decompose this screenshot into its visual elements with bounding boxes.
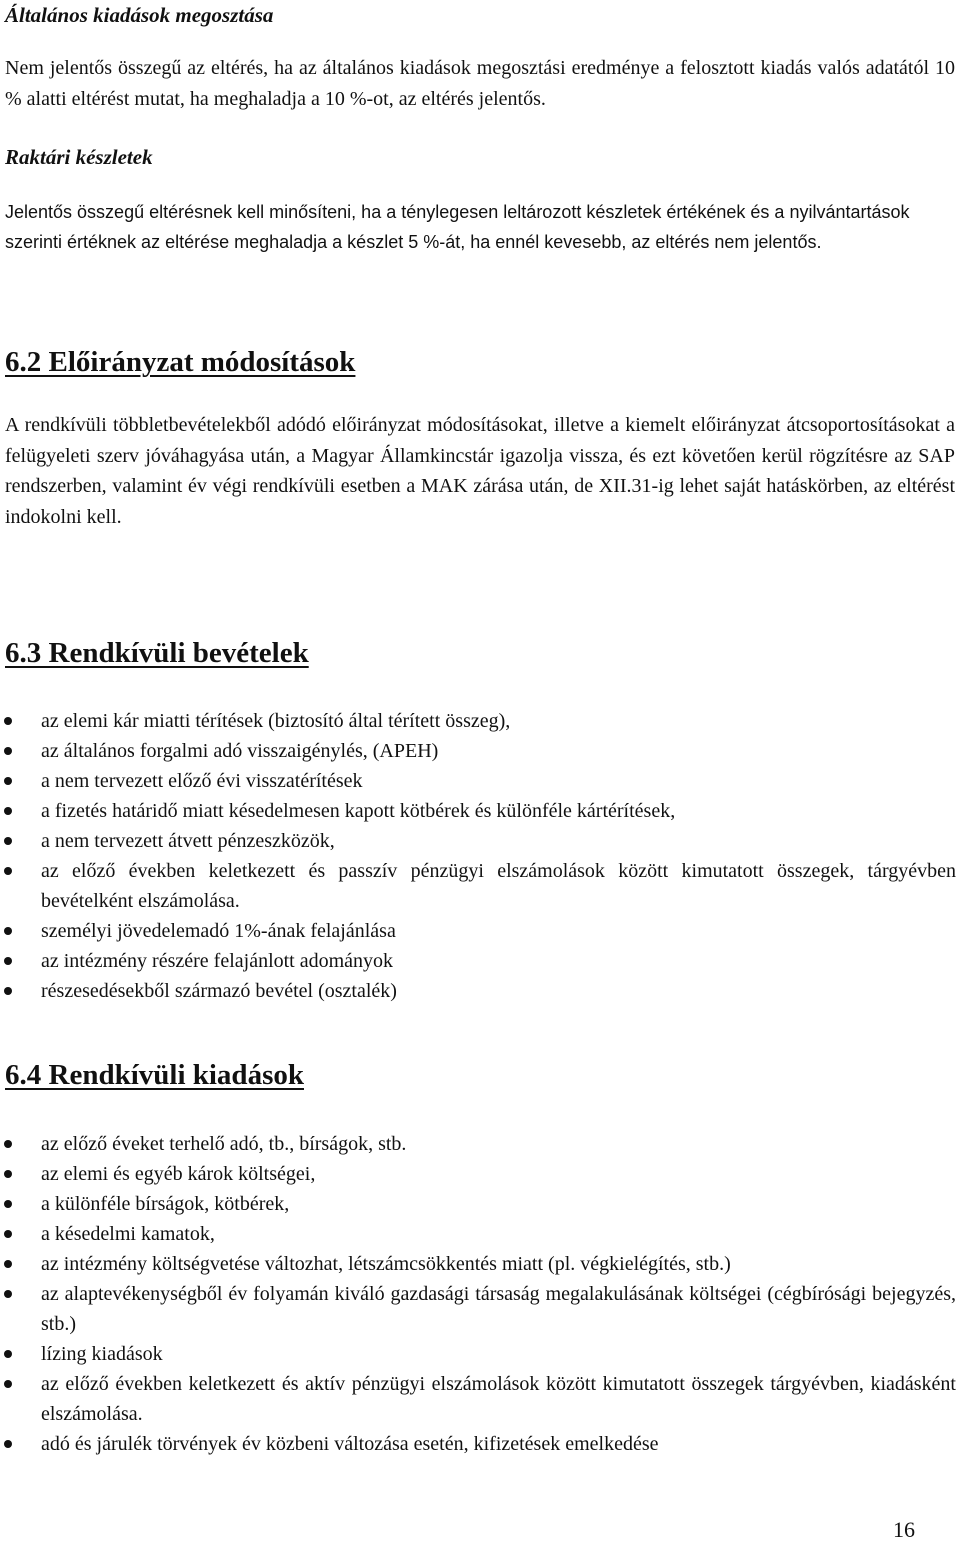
list-item xyxy=(0,1279,956,1339)
bullet-icon xyxy=(4,1440,12,1448)
list-item xyxy=(0,946,956,976)
general-costs-paragraph: Nem jelentős összegű az eltérés, ha az általános kiadások megosztási eredménye a felosztott kiadás valós adatától 10 % alatti eltérést mutat, ha meghaladja a 10 %-ot, az eltérés jelentős. xyxy=(5,57,955,110)
bullet-icon xyxy=(4,1350,12,1358)
list-item-text: részesedésekből származó bevétel (osztalék) xyxy=(41,980,397,1002)
list-item-text: lízing kiadások xyxy=(41,1343,163,1365)
general-costs-heading: Általános kiadások megosztása xyxy=(5,3,274,27)
list-item-text: az előző éveket terhelő adó, tb., bírságok, stb. xyxy=(41,1133,407,1155)
list-item-text: az intézmény részére felajánlott adományok xyxy=(41,950,394,972)
list-item xyxy=(0,976,956,1006)
list-item xyxy=(0,766,956,796)
list-item xyxy=(0,1369,956,1429)
bullet-icon xyxy=(4,717,12,725)
list-item xyxy=(0,1339,956,1369)
bullet-icon xyxy=(4,987,12,995)
bullet-icon xyxy=(4,1170,12,1178)
list-item-text: adó és járulék törvények év közbeni változása esetén, kifizetések emelkedése xyxy=(41,1433,659,1455)
page-number: 16 xyxy=(893,1517,915,1542)
list-item-text: a nem tervezett előző évi visszatérítések xyxy=(41,770,363,792)
inventory-heading: Raktári készletek xyxy=(5,145,153,169)
bullet-icon xyxy=(4,1200,12,1208)
list-item xyxy=(0,1159,956,1189)
list-item-text: az alaptevékenységből év folyamán kiváló gazdasági társaság megalakulásának költségei (cégbírósági bejegyzés, stb.) xyxy=(41,1283,956,1335)
bullet-icon xyxy=(4,1260,12,1268)
bullet-icon xyxy=(4,1290,12,1298)
list-item xyxy=(0,916,956,946)
section-6-2-heading: 6.2 Előirányzat módosítások xyxy=(5,346,356,378)
bullet-icon xyxy=(4,867,12,875)
list-item-text: az általános forgalmi adó visszaigénylés, (APEH) xyxy=(41,740,439,762)
list-item xyxy=(0,856,956,916)
list-item-text: a különféle bírságok, kötbérek, xyxy=(41,1193,290,1215)
list-item-text: az intézmény költségvetése változhat, létszámcsökkentés miatt (pl. végkielégítés, stb.) xyxy=(41,1253,731,1275)
list-item xyxy=(0,796,956,826)
list-item-text: az előző években keletkezett és passzív pénzügyi elszámolások között kimutatott összegek, tárgyévben bevételként elszámolása. xyxy=(41,860,956,912)
list-item xyxy=(0,826,956,856)
section-6-3-heading: 6.3 Rendkívüli bevételek xyxy=(5,637,309,669)
bullet-icon xyxy=(4,957,12,965)
list-item-text: az elemi és egyéb károk költségei, xyxy=(41,1163,316,1185)
list-item xyxy=(0,1189,956,1219)
bullet-icon xyxy=(4,747,12,755)
list-item xyxy=(0,706,956,736)
extraordinary-expense-list xyxy=(0,1129,956,1459)
list-item xyxy=(0,1429,956,1459)
bullet-icon xyxy=(4,1140,12,1148)
bullet-icon xyxy=(4,927,12,935)
list-item xyxy=(0,1249,956,1279)
bullet-icon xyxy=(4,1380,12,1388)
list-item xyxy=(0,1129,956,1159)
section-6-4-heading: 6.4 Rendkívüli kiadások xyxy=(5,1059,304,1091)
list-item-text: a nem tervezett átvett pénzeszközök, xyxy=(41,830,335,852)
list-item xyxy=(0,1219,956,1249)
section-6-2-paragraph: A rendkívüli többletbevételekből adódó előirányzat módosításokat, illetve a kiemelt előirányzat átcsoportosításokat a felügyeleti szerv jóváhagyása után, a Magyar Államkincstár igazolja vissza, és ezt követően kerül rögzítésre az SAP rendszerben, valamint év végi rendkívüli esetben a MAK zárása után, de XII.31-ig lehet saját hatáskörben, az eltérést indokolni kell. xyxy=(5,414,955,528)
list-item-text: a késedelmi kamatok, xyxy=(41,1223,215,1245)
list-item-text: az előző években keletkezett és aktív pénzügyi elszámolások között kimutatott összegek tárgyévben, kiadásként elszámolása. xyxy=(41,1373,956,1425)
list-item xyxy=(0,736,956,766)
bullet-icon xyxy=(4,777,12,785)
list-item-text: a fizetés határidő miatt késedelmesen kapott kötbérek és különféle kártérítések, xyxy=(41,800,676,822)
bullet-icon xyxy=(4,1230,12,1238)
list-item-text: személyi jövedelemadó 1%-ának felajánlása xyxy=(41,920,396,942)
extraordinary-revenue-list xyxy=(0,706,956,1006)
bullet-icon xyxy=(4,837,12,845)
list-item-text: az elemi kár miatti térítések (biztosító által térített összeg), xyxy=(41,710,511,732)
inventory-paragraph: Jelentős összegű eltérésnek kell minősíteni, ha a ténylegesen leltározott készletek értékének és a nyilvántartások szerinti értéknek az eltérése meghaladja a készlet 5 %-át, ha ennél kevesebb, az eltérés nem jelentős. xyxy=(5,202,910,252)
bullet-icon xyxy=(4,807,12,815)
